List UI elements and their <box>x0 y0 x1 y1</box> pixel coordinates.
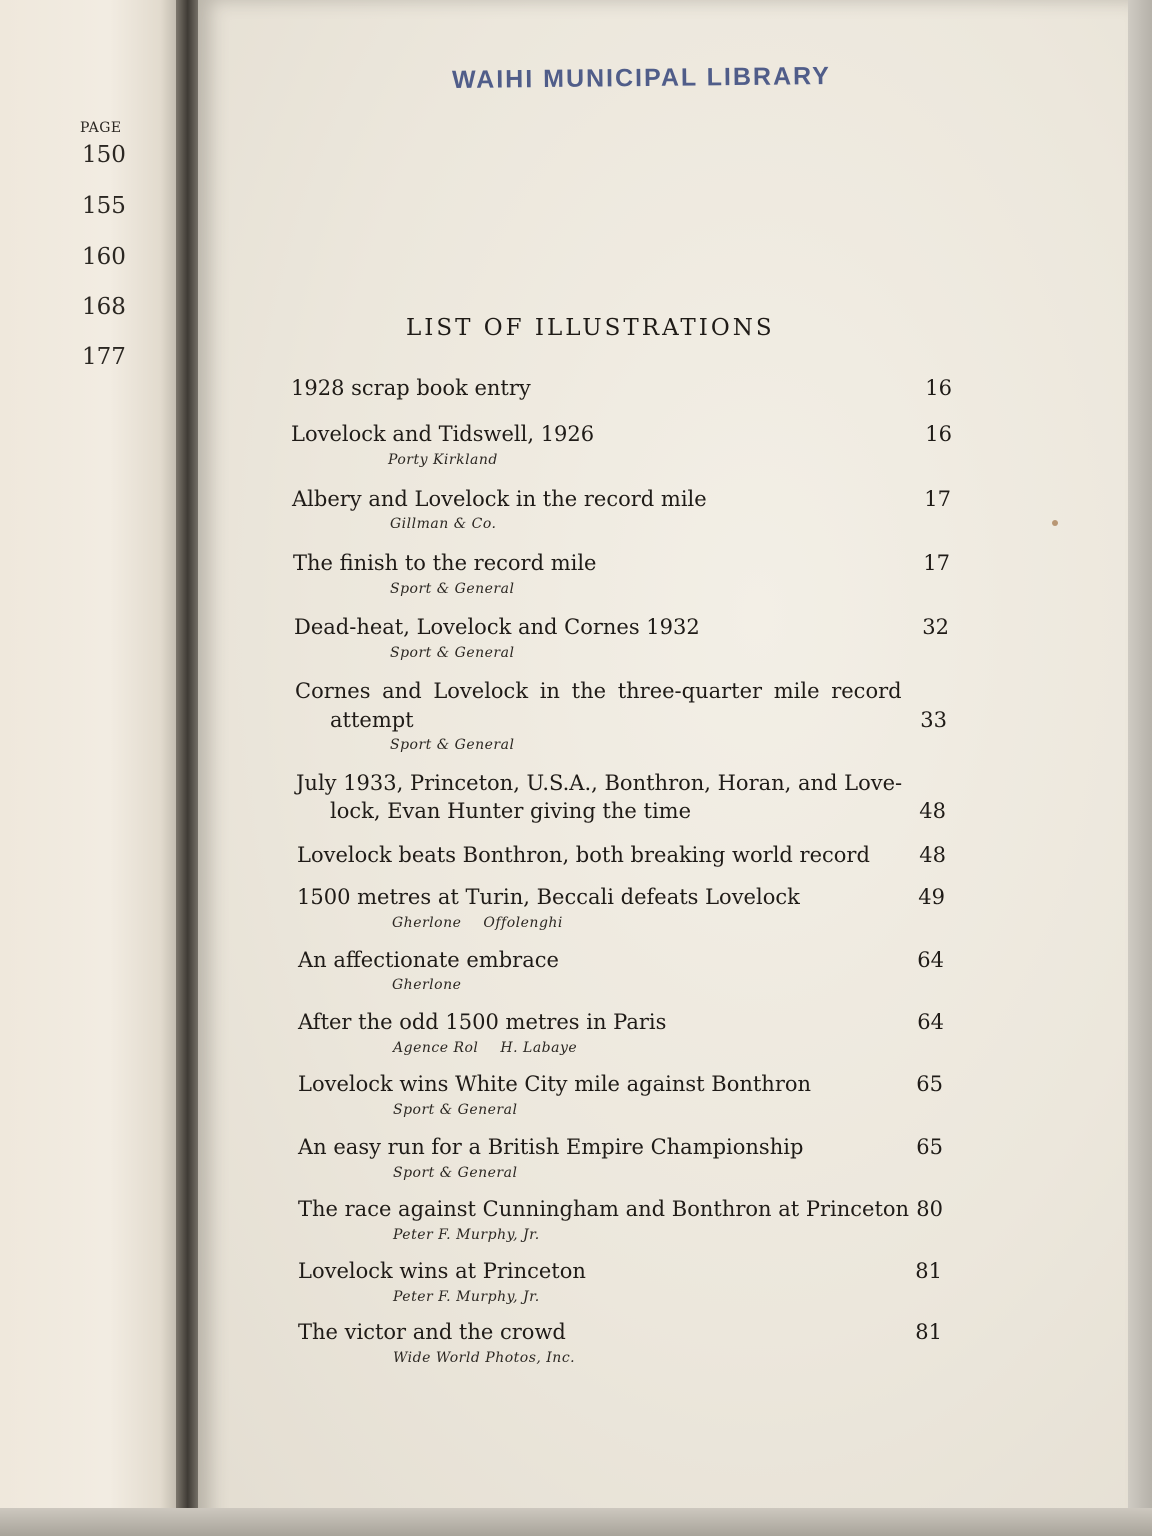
entry-credit-name: Agence Rol <box>393 1040 479 1056</box>
left-page-header: PAGE <box>80 120 122 136</box>
entry-credit: Wide World Photos, Inc. <box>393 1350 576 1366</box>
left-page-number: 168 <box>82 294 126 320</box>
left-page <box>0 0 182 1536</box>
entry-page-number: 32 <box>922 615 949 639</box>
entry-caption: July 1933, Princeton, U.S.A., Bonthron, Horan, and Love- <box>296 771 903 795</box>
left-page-number: 177 <box>82 344 126 370</box>
entry-page-number: 49 <box>918 885 945 909</box>
entry-caption: Lovelock beats Bonthron, both breaking world record <box>297 843 870 867</box>
entry-page-number: 17 <box>923 551 950 575</box>
entry-page-number: 81 <box>915 1259 942 1283</box>
entry-caption: An affectionate embrace <box>298 948 559 972</box>
entry-page-number: 64 <box>917 1010 944 1034</box>
entry-credit: Gherlone <box>392 977 462 993</box>
entry-caption: Lovelock wins at Princeton <box>298 1259 586 1283</box>
left-page-number: 160 <box>82 244 126 270</box>
entry-credit-name: Offolenghi <box>483 915 563 931</box>
entry-caption: Cornes and Lovelock in the three-quarter mile record <box>295 679 902 703</box>
entry-credit: Sport & General <box>390 737 515 753</box>
entry-page-number: 33 <box>920 708 947 732</box>
entry-caption: Lovelock and Tidswell, 1926 <box>291 422 595 446</box>
entry-caption: 1928 scrap book entry <box>291 376 531 400</box>
paper-stain <box>1052 520 1058 526</box>
entry-credit-name: H. Labaye <box>500 1040 578 1056</box>
entry-caption: An easy run for a British Empire Championship <box>298 1135 804 1159</box>
entry-caption-continued: lock, Evan Hunter giving the time <box>330 799 691 823</box>
entry-credit: Peter F. Murphy, Jr. <box>393 1227 540 1243</box>
right-page <box>198 0 1132 1536</box>
entry-credit: Sport & General <box>393 1165 518 1181</box>
left-page-number: 150 <box>82 142 126 168</box>
entry-credit: Gillman & Co. <box>390 516 497 532</box>
entry-credit: Peter F. Murphy, Jr. <box>393 1289 540 1305</box>
entry-page-number: 17 <box>924 487 951 511</box>
left-page-number: 155 <box>82 193 126 219</box>
entry-caption: Albery and Lovelock in the record mile <box>292 487 707 511</box>
entry-caption: The victor and the crowd <box>298 1320 566 1344</box>
entry-caption: Lovelock wins White City mile against Bonthron <box>298 1072 812 1096</box>
entry-credit: Porty Kirkland <box>388 452 498 468</box>
entry-caption: After the odd 1500 metres in Paris <box>298 1010 667 1034</box>
entry-page-number: 65 <box>916 1072 943 1096</box>
entry-caption: Dead-heat, Lovelock and Cornes 1932 <box>294 615 700 639</box>
entry-credit: Sport & General <box>390 581 515 597</box>
entry-page-number: 81 <box>915 1320 942 1344</box>
entry-credit-name: Gherlone <box>392 915 462 931</box>
entry-caption-continued: attempt <box>330 708 414 732</box>
page-title: LIST OF ILLUSTRATIONS <box>406 315 775 341</box>
entry-page-number: 64 <box>917 948 944 972</box>
entry-caption: 1500 metres at Turin, Beccali defeats Lovelock <box>297 885 800 909</box>
entry-credit: Sport & General <box>390 645 515 661</box>
entry-page-number: 65 <box>916 1135 943 1159</box>
entry-caption: The finish to the record mile <box>293 551 597 575</box>
entry-page-number: 16 <box>925 376 952 400</box>
entry-credit <box>392 915 563 931</box>
entry-page-number: 80 <box>916 1197 943 1221</box>
entry-page-number: 48 <box>919 799 946 823</box>
entry-page-number: 16 <box>925 422 952 446</box>
entry-credit: Sport & General <box>393 1102 518 1118</box>
table-surface <box>0 1508 1152 1536</box>
library-stamp: WAIHI MUNICIPAL LIBRARY <box>451 62 832 94</box>
entry-page-number: 48 <box>919 843 946 867</box>
entry-credit <box>393 1040 577 1056</box>
entry-caption: The race against Cunningham and Bonthron at Princeton <box>298 1197 910 1221</box>
page-edge <box>1128 0 1152 1536</box>
